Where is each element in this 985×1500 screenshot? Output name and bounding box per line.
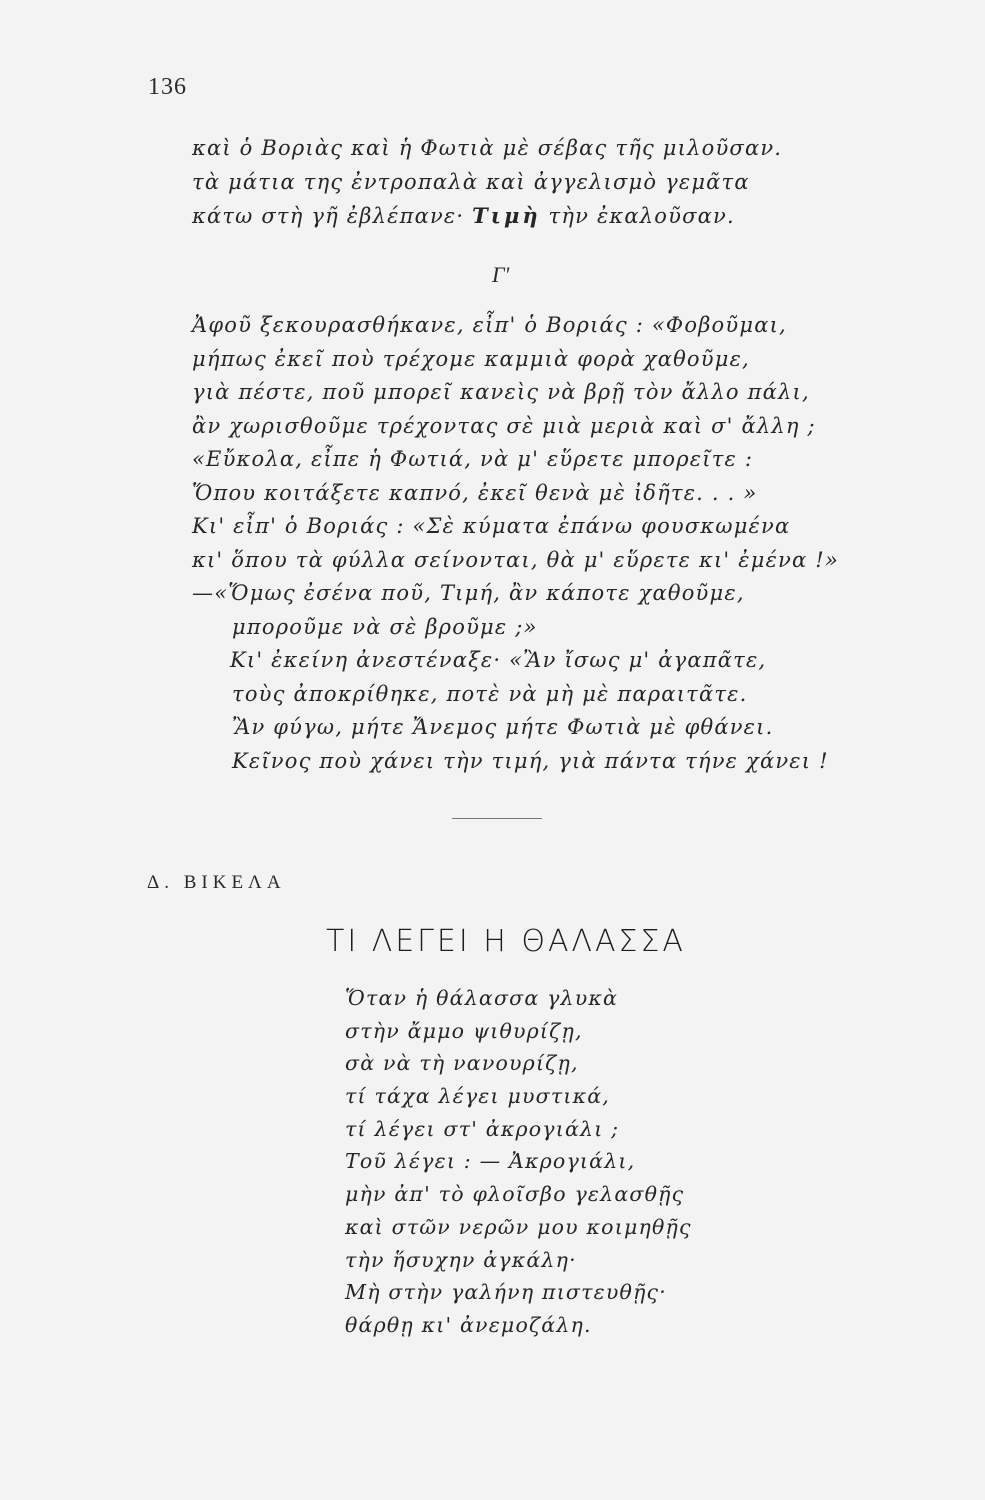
verse-line: μήπως ἐκεῖ ποὺ τρέχομε καμμιὰ φορὰ χαθοῦμε, <box>192 346 750 371</box>
section-divider <box>452 818 542 819</box>
section-mark: Γ' <box>492 262 510 287</box>
verse-line: ἂν χωρισθοῦμε τρέχοντας σὲ μιὰ μεριὰ καὶ σ' ἄλλη ; <box>192 413 816 438</box>
poem-line: Τοῦ λέγει : — Ἀκρογιάλι, <box>345 1149 636 1174</box>
verse-line: τὰ μάτια της ἐντροπαλὰ καὶ ἀγγελισμὸ γεμᾶτα <box>192 169 750 194</box>
poem-body <box>345 988 692 1348</box>
main-stanza <box>192 315 839 784</box>
poem-line: θάρθῃ κι' ἀνεμοζάλη. <box>345 1312 592 1337</box>
poem-line: τὴν ἥσυχην ἀγκάλη· <box>345 1247 577 1272</box>
poem-title: ΤΙ ΛΕΓΕΙ Η ΘΑΛΑΣΣΑ <box>326 924 686 959</box>
verse-line: Ἂν φύγω, μήτε Ἄνεμος μήτε Φωτιὰ μὲ φθάνει. <box>232 715 774 739</box>
poem-line: Μὴ στὴν γαλήνη πιστευθῇς· <box>345 1280 667 1305</box>
verse-line: Ὅπου κοιτάξετε καπνό, ἐκεῖ θενὰ μὲ ἰδῆτε. . . » <box>192 480 758 505</box>
verse-line: γιὰ πέστε, ποῦ μπορεῖ κανεὶς νὰ βρῇ τὸν ἄλλο πάλι, <box>192 380 810 404</box>
verse-line: κι' ὅπου τὰ φύλλα σείνονται, θὰ μ' εὕρετε κι' ἐμένα !» <box>192 547 839 572</box>
poem-line: τί τάχα λέγει μυστικά, <box>345 1084 611 1109</box>
poem-line: σὰ νὰ τὴ νανουρίζῃ, <box>345 1051 579 1076</box>
verse-line: Κι' ἐκείνη ἀνεστέναξε· «Ἂν ἴσως μ' ἀγαπᾶτε, <box>230 648 767 672</box>
author-name: Δ. ΒΙΚΕΛΑ <box>147 872 286 893</box>
poem-line: στὴν ἄμμο ψιθυρίζῃ, <box>345 1018 583 1043</box>
verse-line: Ἀφοῦ ξεκουρασθήκανε, εἶπ' ὁ Βοριάς : «Φοβοῦμαι, <box>192 313 787 337</box>
verse-line: τοὺς ἀποκρίθηκε, ποτὲ νὰ μὴ μὲ παραιτᾶτε. <box>232 681 748 706</box>
emphasized-word: Τιμὴ <box>472 203 541 228</box>
poem-line: μὴν ἀπ' τὸ φλοῖσβο γελασθῇς <box>345 1182 685 1207</box>
verse-line <box>192 205 782 239</box>
poem-line: Ὅταν ἡ θάλασσα γλυκὰ <box>345 986 619 1010</box>
poem-line: καὶ στῶν νερῶν μου κοιμηθῇς <box>345 1214 692 1239</box>
verse-line-end: τὴν ἐκαλοῦσαν. <box>548 204 735 228</box>
verse-line-start: κάτω στὴ γῆ ἐβλέπανε· <box>192 204 465 228</box>
verse-line: «Εὔκολα, εἶπε ἡ Φωτιά, νὰ μ' εὕρετε μπορεῖτε : <box>192 447 754 471</box>
verse-line: Κι' εἶπ' ὁ Βοριάς : «Σὲ κύματα ἐπάνω φουσκωμένα <box>192 514 791 538</box>
page-number: 136 <box>148 74 187 100</box>
verse-line: Κεῖνος ποὺ χάνει τὴν τιμή, γιὰ πάντα τήνε χάνει ! <box>232 748 829 773</box>
poem-line: τί λέγει στ' ἀκρογιάλι ; <box>345 1116 620 1141</box>
verse-line: καὶ ὁ Βοριὰς καὶ ἡ Φωτιὰ μὲ σέβας τῆς μιλοῦσαν. <box>192 136 783 160</box>
top-stanza <box>192 138 782 239</box>
verse-line: —«Ὅμως ἐσένα ποῦ, Τιμή, ἂν κάποτε χαθοῦμε, <box>192 581 745 605</box>
verse-line: μποροῦμε νὰ σὲ βροῦμε ;» <box>232 614 538 639</box>
